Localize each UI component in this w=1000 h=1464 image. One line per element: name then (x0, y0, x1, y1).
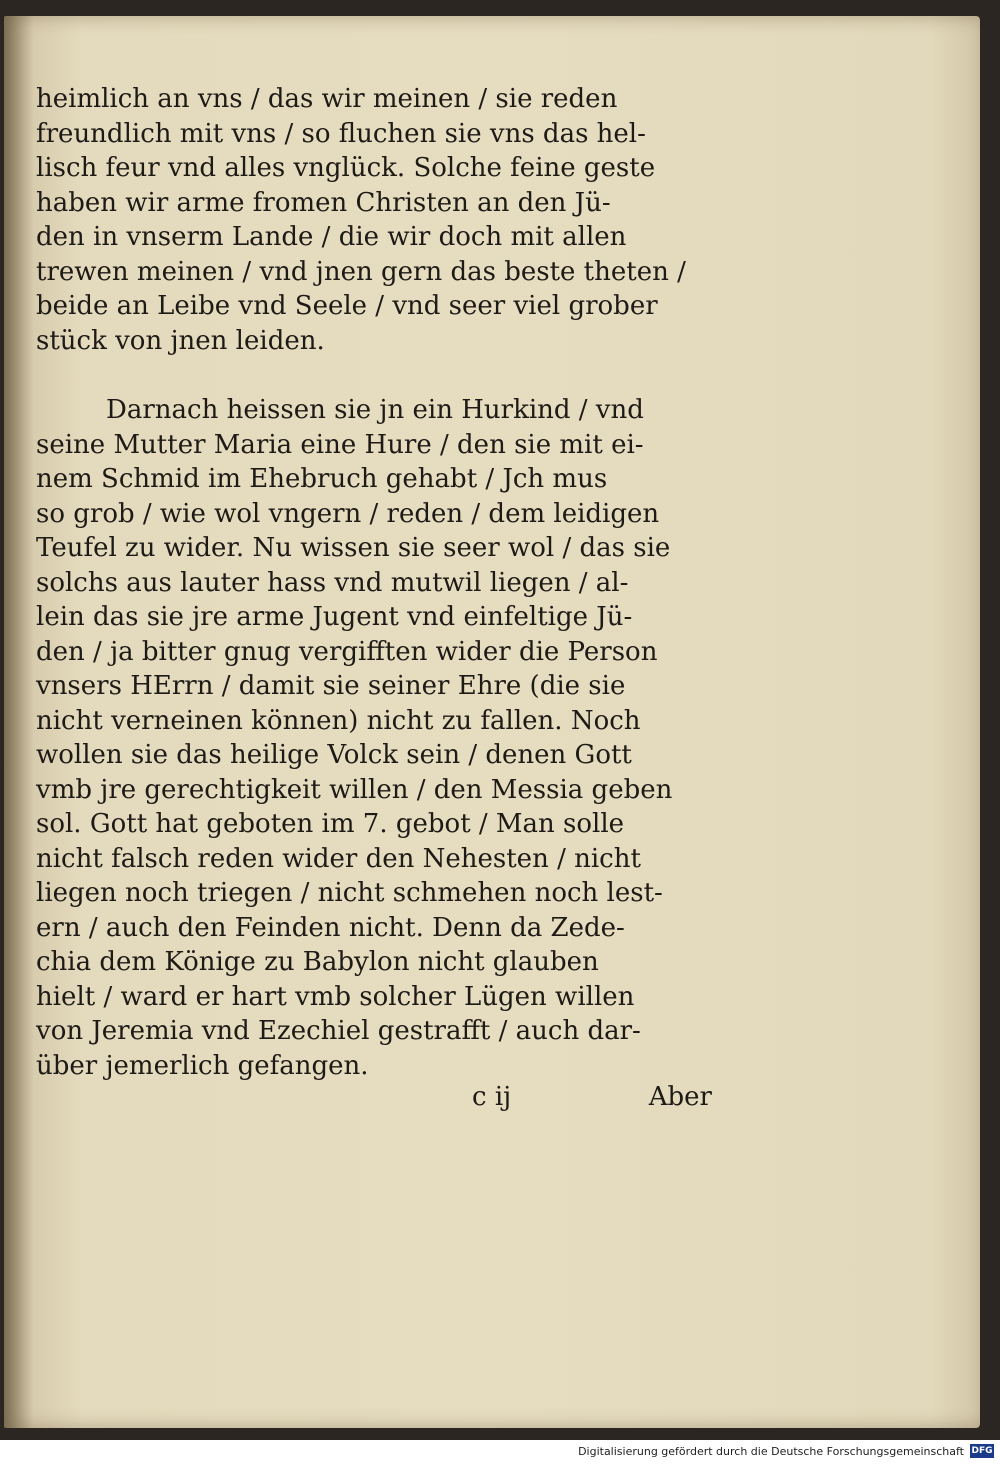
text-line: Teufel zu wider. Nu wissen sie seer wol / das sie (36, 533, 671, 563)
text-line: so grob / wie wol vngern / reden / dem leidigen (36, 498, 660, 529)
text-line: chia dem Könige zu Babylon nicht glauben (36, 947, 599, 977)
book-page (4, 16, 980, 1428)
gutter-shadow (4, 16, 34, 1428)
text-line: den / ja bitter gnug vergifften wider die Person (36, 636, 658, 667)
text-line: nicht falsch reden wider den Nehesten / nicht (36, 843, 641, 874)
signature-mark: c ij (472, 1082, 512, 1112)
text-line: liegen noch triegen / nicht schmehen noch lest- (36, 878, 663, 908)
page-footer (472, 1082, 712, 1118)
text-line: Darnach heissen sie jn ein Hurkind / vnd (106, 395, 644, 425)
text-line: haben wir arme fromen Christen an den Jü- (36, 187, 611, 218)
text-line: den in vnserm Lande / die wir doch mit allen (36, 222, 627, 252)
dfg-logo-icon: DFG (971, 1446, 993, 1456)
text-line: trewen meinen / vnd jnen gern das beste theten / (36, 256, 686, 287)
text-line: seine Mutter Maria eine Hure / den sie mit ei- (36, 429, 644, 460)
text-line: beide an Leibe vnd Seele / vnd seer viel grober (36, 291, 658, 321)
paragraph-gap (36, 358, 716, 393)
catchword: Aber (648, 1082, 712, 1112)
funding-credit: Digitalisierung gefördert durch die Deutsche Forschungsgemeinschaft (578, 1445, 964, 1458)
text-line: über jemerlich gefangen. (36, 1050, 369, 1081)
text-line: lein das sie jre arme Jugent vnd einfeltige Jü- (36, 602, 633, 632)
text-line: wollen sie das heilige Volck sein / denen Gott (36, 740, 632, 770)
text-line: lisch feur vnd alles vnglück. Solche feine geste (36, 153, 656, 183)
text-line: heimlich an vns / das wir meinen / sie reden (36, 84, 618, 114)
text-line: nicht verneinen können) nicht zu fallen. Noch (36, 705, 641, 736)
text-line: nem Schmid im Ehebruch gehabt / Jch mus (36, 464, 608, 494)
text-line: ern / auch den Feinden nicht. Denn da Zede- (36, 912, 625, 943)
text-line: freundlich mit vns / so fluchen sie vns das hel- (36, 118, 646, 149)
text-line: hielt / ward er hart vmb solcher Lügen willen (36, 981, 635, 1012)
text-line: sol. Gott hat geboten im 7. gebot / Man solle (36, 809, 625, 839)
credit-bar (0, 1440, 1000, 1464)
body-text (36, 82, 716, 1083)
text-line: solchs aus lauter hass vnd mutwil liegen / al- (36, 567, 629, 598)
text-line: vmb jre gerechtigkeit willen / den Messia geben (36, 774, 673, 805)
text-line: vnsers HErrn / damit sie seiner Ehre (die sie (36, 671, 626, 701)
text-line: von Jeremia vnd Ezechiel gestrafft / auch dar- (36, 1016, 641, 1046)
text-line: stück von jnen leiden. (36, 325, 325, 356)
